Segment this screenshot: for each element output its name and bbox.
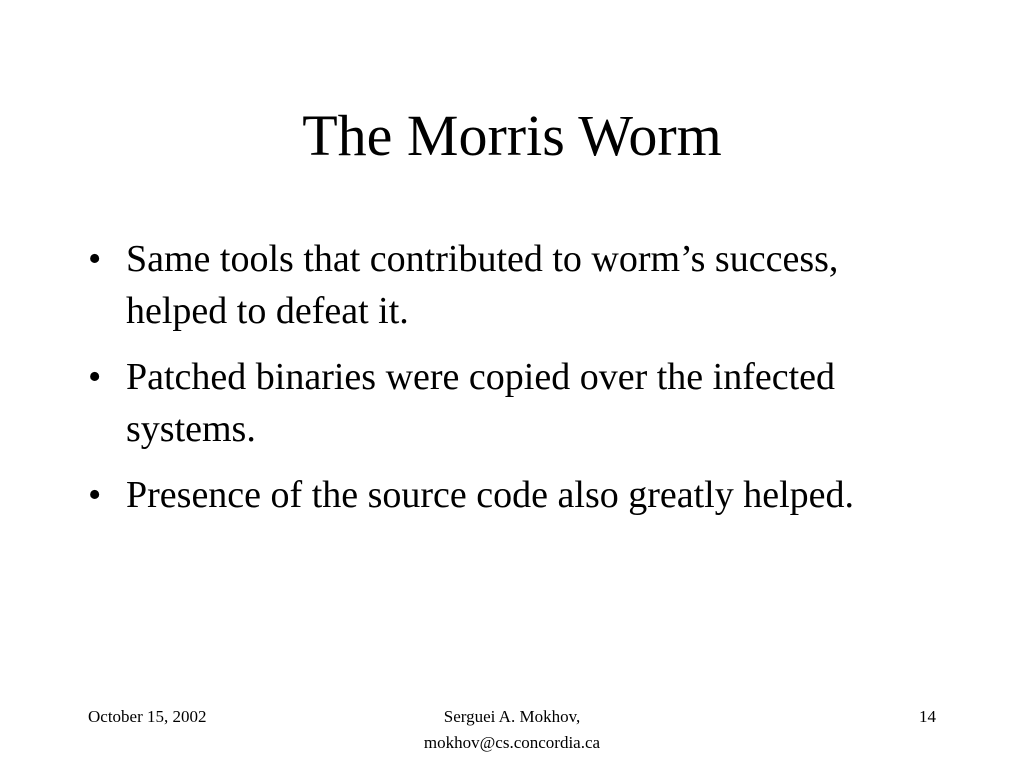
- bullet-text: Same tools that contributed to worm’s success, helped to defeat it.: [126, 238, 839, 332]
- bullet-item: [88, 469, 888, 521]
- bullet-text: Presence of the source code also greatly helped.: [126, 474, 855, 516]
- footer-author-email: mokhov@cs.concordia.ca: [423, 733, 601, 752]
- slide-title: The Morris Worm: [302, 103, 722, 168]
- bullet-item: [88, 233, 888, 337]
- bullet-text: Patched binaries were copied over the infected systems.: [126, 356, 836, 450]
- bullet-icon: •: [88, 356, 102, 398]
- bullet-list: [88, 233, 888, 535]
- footer-author-name: Serguei A. Mokhov,: [443, 707, 581, 726]
- bullet-icon: •: [88, 474, 102, 516]
- footer-author: [312, 704, 712, 756]
- bullet-icon: •: [88, 238, 102, 280]
- footer-date: October 15, 2002: [88, 707, 207, 726]
- footer-page-number: 14: [919, 707, 936, 726]
- bullet-item: [88, 351, 888, 455]
